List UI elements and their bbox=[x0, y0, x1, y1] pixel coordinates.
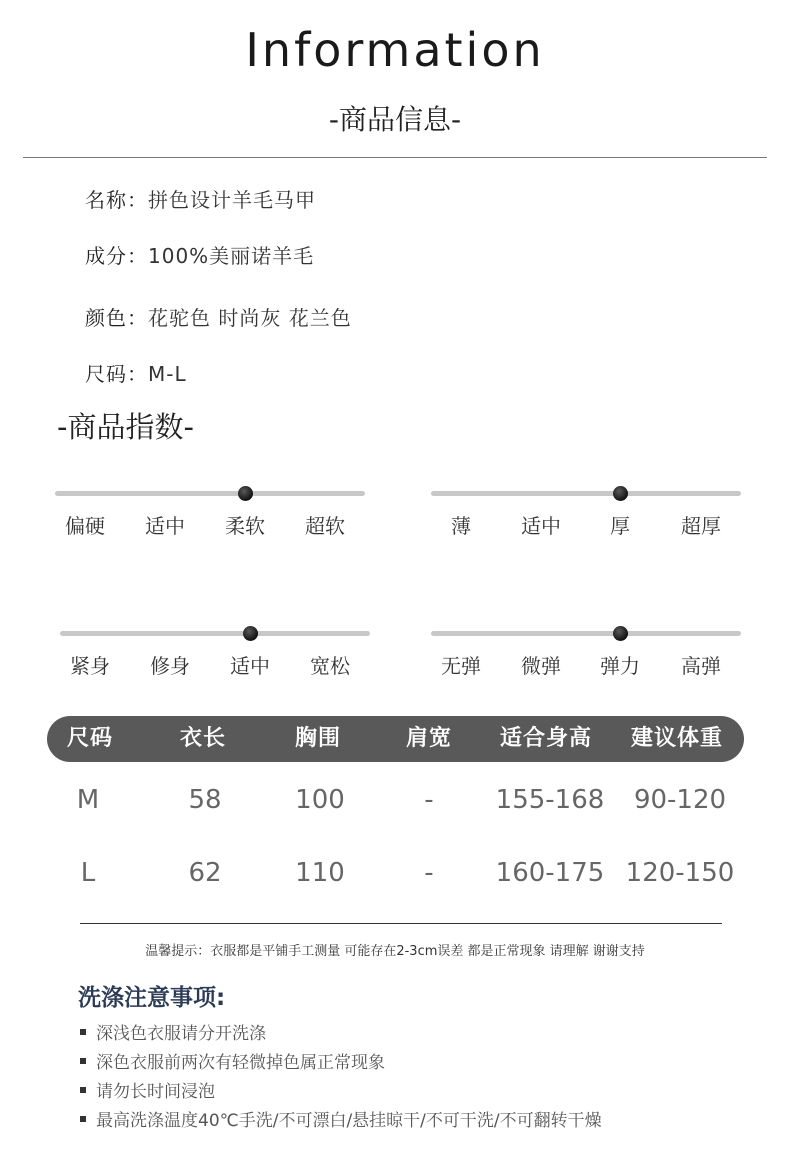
info-row-composition bbox=[85, 242, 314, 270]
table-header-cell: 尺码 bbox=[66, 726, 113, 751]
scale-track bbox=[60, 631, 370, 636]
info-value-size: M-L bbox=[148, 362, 187, 386]
scale-label: 薄 bbox=[451, 514, 471, 538]
scale-thickness bbox=[431, 479, 741, 539]
table-cell: 160-175 bbox=[495, 858, 605, 888]
scale-label: 无弹 bbox=[441, 654, 481, 678]
table-cell: - bbox=[424, 858, 434, 888]
info-label-color: 颜色： bbox=[85, 306, 148, 330]
info-row-size bbox=[85, 360, 187, 388]
scale-label: 修身 bbox=[150, 654, 190, 678]
scale-label: 适中 bbox=[145, 514, 185, 538]
care-item bbox=[80, 1080, 215, 1104]
header-divider bbox=[23, 157, 767, 158]
info-row-color bbox=[85, 304, 352, 332]
scale-label: 超厚 bbox=[681, 514, 721, 538]
table-header-cell: 建议体重 bbox=[630, 726, 723, 751]
care-item-text: 深色衣服前两次有轻微掉色属正常现象 bbox=[96, 1053, 385, 1073]
table-row bbox=[0, 783, 790, 817]
table-header-cell: 适合身高 bbox=[499, 726, 592, 751]
scale-label: 紧身 bbox=[70, 654, 110, 678]
bullet-icon bbox=[80, 1087, 86, 1093]
care-item-text: 请勿长时间浸泡 bbox=[96, 1082, 215, 1102]
table-row bbox=[0, 856, 790, 890]
table-header-cell: 衣长 bbox=[179, 726, 226, 751]
table-bottom-rule bbox=[80, 923, 722, 924]
table-header-cell: 肩宽 bbox=[405, 726, 452, 751]
table-cell: 110 bbox=[295, 858, 345, 888]
scale-knob bbox=[238, 486, 253, 501]
table-cell: M bbox=[76, 785, 100, 815]
scale-softness bbox=[55, 479, 365, 539]
table-cell: 155-168 bbox=[495, 785, 605, 815]
care-item bbox=[80, 1022, 266, 1046]
info-label-size: 尺码： bbox=[85, 362, 148, 386]
scale-track bbox=[431, 491, 741, 496]
care-item bbox=[80, 1051, 385, 1075]
table-header-cell: 胸围 bbox=[294, 726, 341, 751]
scale-label: 适中 bbox=[521, 514, 561, 538]
info-label-composition: 成分： bbox=[85, 244, 148, 268]
info-value-composition: 100%美丽诺羊毛 bbox=[148, 244, 315, 268]
scale-track bbox=[55, 491, 365, 496]
scale-knob bbox=[613, 486, 628, 501]
info-value-color: 花驼色 时尚灰 花兰色 bbox=[148, 306, 352, 330]
scale-elasticity bbox=[431, 619, 741, 679]
table-cell: 120-150 bbox=[625, 858, 735, 888]
scale-knob bbox=[613, 626, 628, 641]
care-title: 洗涤注意事项: bbox=[78, 985, 226, 1011]
table-cell: - bbox=[424, 785, 434, 815]
scale-knob bbox=[243, 626, 258, 641]
table-cell: 100 bbox=[295, 785, 345, 815]
info-value-name: 拼色设计羊毛马甲 bbox=[148, 188, 316, 212]
scale-fit bbox=[60, 619, 370, 679]
scale-label: 微弹 bbox=[521, 654, 561, 678]
bullet-icon bbox=[80, 1116, 86, 1122]
scale-label: 厚 bbox=[610, 514, 630, 538]
bullet-icon bbox=[80, 1058, 86, 1064]
page-subtitle-chinese: -商品信息- bbox=[328, 103, 462, 136]
measurement-note: 温馨提示：衣服都是平铺手工测量 可能存在2-3cm误差 都是正常现象 请理解 谢谢支持 bbox=[145, 944, 645, 959]
care-item-text: 最高洗涤温度40℃手洗/不可漂白/悬挂晾干/不可干洗/不可翻转干燥 bbox=[96, 1111, 602, 1131]
care-item bbox=[80, 1109, 602, 1133]
table-cell: L bbox=[80, 858, 96, 888]
scale-label: 适中 bbox=[230, 654, 270, 678]
scale-label: 柔软 bbox=[225, 514, 265, 538]
scale-track bbox=[431, 631, 741, 636]
table-cell: 62 bbox=[188, 858, 222, 888]
size-table-header bbox=[47, 716, 744, 762]
bullet-icon bbox=[80, 1029, 86, 1035]
info-row-name bbox=[85, 186, 316, 214]
scale-label: 宽松 bbox=[310, 654, 350, 678]
scale-label: 弹力 bbox=[600, 654, 640, 678]
page-title-english: Information bbox=[245, 23, 545, 77]
scale-label: 超软 bbox=[305, 514, 345, 538]
scale-label: 偏硬 bbox=[65, 514, 105, 538]
table-cell: 90-120 bbox=[633, 785, 727, 815]
info-label-name: 名称： bbox=[85, 188, 148, 212]
care-item-text: 深浅色衣服请分开洗涤 bbox=[96, 1024, 266, 1044]
index-section-title: -商品指数- bbox=[57, 410, 194, 444]
table-cell: 58 bbox=[188, 785, 222, 815]
scale-label: 高弹 bbox=[681, 654, 721, 678]
